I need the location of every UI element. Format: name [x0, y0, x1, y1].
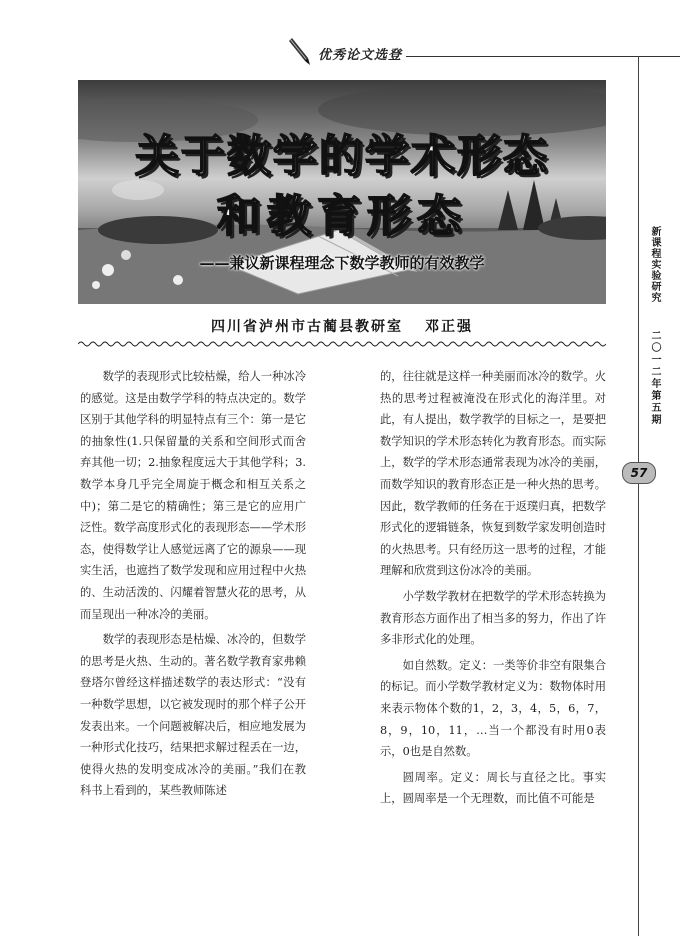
title-banner — [78, 80, 606, 304]
paragraph-continued: 的，往往就是这样一种美丽而冰冷的数学。火热的思考过程被淹没在形式化的海洋里。对此，有人提出，数学教学的目标之一，是要把数学知识的学术形态转化为教育形态。而实际上，数学的学术形态通常表现为冰冷的美丽，而数学知识的教育形态正是一种火热的思考。因此，数学教师的任务在于返璞归真，把数学形式化的逻辑链条，恢复到数学家发明创造时的火热思考。只有经历这一思考的过程，才能理解和欣赏到这份冰冷的美丽。 — [380, 370, 606, 578]
journal-name: 新课程实验研究 — [649, 226, 660, 303]
right-margin-rule — [638, 56, 639, 936]
paragraph: 数学的表现形式比较枯燥，给人一种冰冷的感觉。这是由数学学科的特点决定的。数学区别于其他学科的明显特点有三个：第一是它的抽象性(1.只保留量的关系和空间形式而舍弃其他一切；2.抽象程度远大于其他学科；3.数学本身几乎完全周旋于概念和相互关系之中)；第二是它的精确性；第三是它的应用广泛性。数学高度形式化的表现形态——学术形态，使得数学让人感觉远离了它的源泉——现实生活，也遮挡了数学发现和应用过程中火热的、生动活泼的、闪耀着智慧火花的思考，从而呈现出一种冰冷的美丽。 — [80, 370, 306, 621]
paragraph: 小学数学教材在把数学的学术形态转换为教育形态方面作出了相当多的努力，作出了许多非形式化的处理。 — [380, 589, 606, 647]
author-affiliation: 四川省泸州市古蔺县教研室 — [211, 319, 403, 335]
issue-label: 二〇一二年第五期 — [649, 330, 660, 426]
paragraph: 如自然数。定义：一类等价非空有限集合的标记。而小学数学教材定义为：数物体时用来表示物体个数的1，2，3，4，5，6，7，8，9，10，11，…当一个都没有时用0表示，0也是自然数。 — [380, 658, 606, 759]
paragraph: 圆周率。定义：周长与直径之比。事实上，圆周率是一个无理数，而比值不可能是 — [380, 770, 606, 806]
article-title-line-1: 关于数学的学术形态 — [135, 131, 549, 182]
page-number: 57 — [622, 462, 656, 484]
article-title-line-2: 和教育形态 — [217, 191, 467, 242]
right-column — [380, 366, 606, 810]
page-header — [286, 36, 626, 66]
author-line — [78, 316, 606, 336]
column-title: 优秀论文选登 — [318, 48, 403, 63]
author-name: 邓正强 — [425, 319, 473, 335]
paragraph: 数学的表现形态是枯燥、冰冷的，但数学的思考是火热、生动的。著名数学教育家弗赖登塔尔曾经这样描述数学的表达形式：“没有一种数学思想，以它被发现时的那个样子公开发表出来。一个问题被解决后，相应地发展为一种形式化技巧，结果把求解过程丢在一边，使得火热的发明变成冰冷的美丽。”我们在教科书上看到的，某些教师陈述 — [80, 633, 306, 798]
left-column — [80, 366, 306, 802]
wavy-divider — [78, 340, 606, 348]
article-subtitle: ——兼议新课程理念下数学教师的有效教学 — [199, 254, 485, 272]
fountain-pen-icon — [286, 36, 316, 66]
